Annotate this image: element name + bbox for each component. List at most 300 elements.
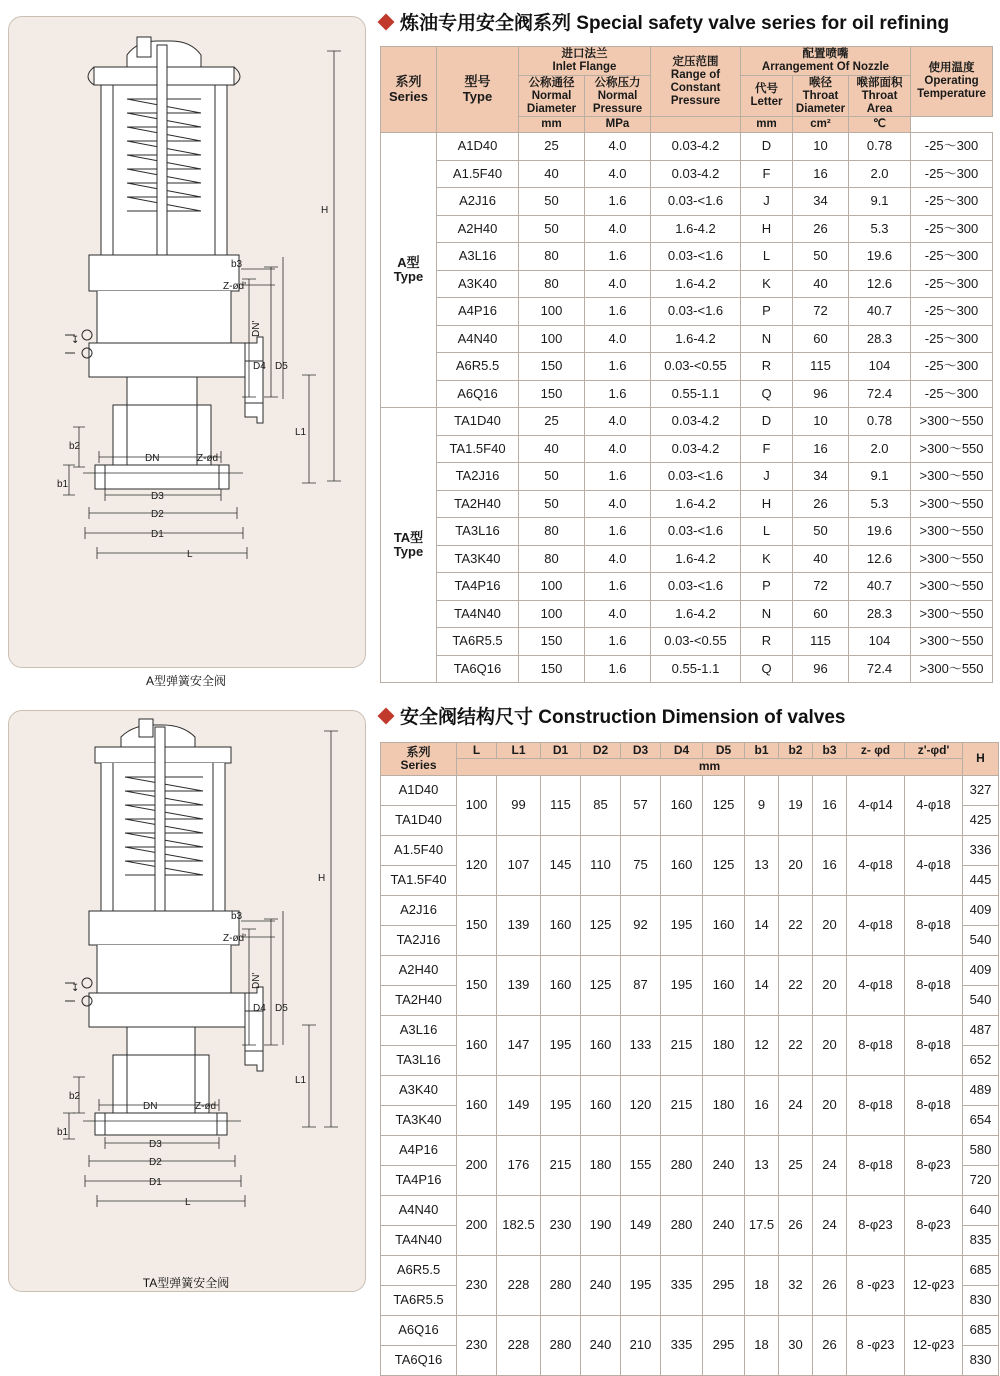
dim-label-L: L xyxy=(185,1197,191,1208)
cell-range: 1.6-4.2 xyxy=(651,545,741,573)
cell-H-a: 409 xyxy=(963,955,999,985)
cell-np: 1.6 xyxy=(585,655,651,683)
cell-zd2: 12-φ23 xyxy=(905,1255,963,1315)
th-inlet-flange: 进口法兰 Inlet Flange xyxy=(519,47,651,76)
cell-nd: 80 xyxy=(519,518,585,546)
diamond-bullet-icon xyxy=(378,707,395,724)
cell-series-ta: TA6R5.5 xyxy=(381,1285,457,1315)
dim-label-D3: D3 xyxy=(151,491,164,502)
cell-D2: 240 xyxy=(581,1255,621,1315)
cell-range: 0.03-4.2 xyxy=(651,435,741,463)
cell-D3: 120 xyxy=(621,1075,661,1135)
cell-nd: 25 xyxy=(519,133,585,161)
cell-D2: 160 xyxy=(581,1075,621,1135)
table-row xyxy=(381,463,993,491)
safety-valve-series-table xyxy=(380,46,993,683)
cell-nd: 50 xyxy=(519,463,585,491)
cell-b1: 13 xyxy=(745,1135,779,1195)
table-row xyxy=(381,435,993,463)
cell-nd: 150 xyxy=(519,380,585,408)
cell-b2: 25 xyxy=(779,1135,813,1195)
cell-np: 1.6 xyxy=(585,518,651,546)
cell-range: 0.03-<1.6 xyxy=(651,573,741,601)
cell-range: 0.03-<0.55 xyxy=(651,628,741,656)
cell-np: 4.0 xyxy=(585,408,651,436)
th-unit-mm2: mm xyxy=(741,117,793,133)
cell-D4: 215 xyxy=(661,1075,703,1135)
cell-D1: 230 xyxy=(541,1195,581,1255)
dim-label-L1: L1 xyxy=(295,427,307,438)
cell-b1: 14 xyxy=(745,895,779,955)
cell-letter: H xyxy=(741,215,793,243)
cell-temp: -25～300 xyxy=(911,270,993,298)
cell-H-a: 640 xyxy=(963,1195,999,1225)
cell-range: 0.03-<1.6 xyxy=(651,518,741,546)
table-row xyxy=(381,1075,999,1105)
table-row xyxy=(381,133,993,161)
cell-range: 1.6-4.2 xyxy=(651,490,741,518)
cell-b2: 32 xyxy=(779,1255,813,1315)
cell-letter: N xyxy=(741,600,793,628)
cell-throat-a: 12.6 xyxy=(849,270,911,298)
cell-letter: P xyxy=(741,298,793,326)
cell-temp: -25～300 xyxy=(911,215,993,243)
cell-temp: -25～300 xyxy=(911,380,993,408)
dim-label-Zd2: Z-ød' xyxy=(223,281,247,292)
cell-throat-a: 28.3 xyxy=(849,325,911,353)
th-type: 型号 Type xyxy=(437,47,519,133)
cell-throat-d: 34 xyxy=(793,463,849,491)
cell-D4: 335 xyxy=(661,1315,703,1375)
dim-label-D2: D2 xyxy=(151,509,164,520)
table-row xyxy=(381,573,993,601)
cell-throat-d: 16 xyxy=(793,160,849,188)
cell-b2: 22 xyxy=(779,1015,813,1075)
cell-throat-d: 40 xyxy=(793,270,849,298)
cell-b2: 30 xyxy=(779,1315,813,1375)
cell-throat-d: 34 xyxy=(793,188,849,216)
th-H: H xyxy=(963,743,999,776)
cell-zd2: 8-φ18 xyxy=(905,1015,963,1075)
cell-throat-d: 60 xyxy=(793,600,849,628)
cell-b3: 26 xyxy=(813,1315,847,1375)
cell-temp: -25～300 xyxy=(911,160,993,188)
cell-throat-a: 104 xyxy=(849,353,911,381)
cell-zd: 4-φ18 xyxy=(847,955,905,1015)
cell-b3: 24 xyxy=(813,1195,847,1255)
figure-panel-a-type xyxy=(8,16,366,668)
cell-L: 120 xyxy=(457,835,497,895)
cell-L: 200 xyxy=(457,1135,497,1195)
cell-D3: 75 xyxy=(621,835,661,895)
cell-np: 1.6 xyxy=(585,380,651,408)
cell-type: TA1D40 xyxy=(437,408,519,436)
cell-zd: 8-φ18 xyxy=(847,1135,905,1195)
cell-temp: -25～300 xyxy=(911,243,993,271)
dim-label-D4: D4 xyxy=(253,1003,266,1014)
construction-dimension-table xyxy=(380,742,999,1376)
cell-L: 200 xyxy=(457,1195,497,1255)
cell-D3: 210 xyxy=(621,1315,661,1375)
cell-D2: 125 xyxy=(581,895,621,955)
table-row xyxy=(381,188,993,216)
cell-zd: 4-φ18 xyxy=(847,835,905,895)
cell-np: 1.6 xyxy=(585,463,651,491)
cell-range: 0.03-<1.6 xyxy=(651,243,741,271)
cell-zd2: 4-φ18 xyxy=(905,835,963,895)
table-row xyxy=(381,1015,999,1045)
section-title-1: 炼油专用安全阀系列 Special safety valve series for oil refining xyxy=(400,13,950,34)
cell-H-a: 487 xyxy=(963,1015,999,1045)
cell-np: 4.0 xyxy=(585,270,651,298)
cell-nd: 80 xyxy=(519,243,585,271)
cell-zd: 8-φ18 xyxy=(847,1075,905,1135)
cell-temp: >300～550 xyxy=(911,408,993,436)
cell-temp: -25～300 xyxy=(911,133,993,161)
cell-letter: D xyxy=(741,133,793,161)
cell-throat-a: 19.6 xyxy=(849,518,911,546)
cell-nd: 150 xyxy=(519,353,585,381)
cell-D2: 85 xyxy=(581,775,621,835)
cell-series-ta: TA4P16 xyxy=(381,1165,457,1195)
cell-letter: D xyxy=(741,408,793,436)
cell-L: 160 xyxy=(457,1015,497,1075)
cell-L: 160 xyxy=(457,1075,497,1135)
cell-H-ta: 652 xyxy=(963,1045,999,1075)
cell-range: 1.6-4.2 xyxy=(651,215,741,243)
cell-temp: >300～550 xyxy=(911,518,993,546)
dim-label-D4: D4 xyxy=(253,361,266,372)
cell-L: 150 xyxy=(457,895,497,955)
dim-label-b3: b3 xyxy=(231,259,243,270)
cell-letter: F xyxy=(741,435,793,463)
th-L1: L1 xyxy=(497,743,541,759)
cell-series-a: A2H40 xyxy=(381,955,457,985)
cell-type: TA6R5.5 xyxy=(437,628,519,656)
cell-throat-d: 10 xyxy=(793,408,849,436)
cell-temp: -25～300 xyxy=(911,188,993,216)
cell-b2: 19 xyxy=(779,775,813,835)
cell-temp: >300～550 xyxy=(911,628,993,656)
cell-D5: 180 xyxy=(703,1015,745,1075)
cell-type: TA2J16 xyxy=(437,463,519,491)
cell-D5: 295 xyxy=(703,1315,745,1375)
cell-series-a: A3L16 xyxy=(381,1015,457,1045)
cell-L1: 228 xyxy=(497,1255,541,1315)
cell-throat-a: 2.0 xyxy=(849,160,911,188)
cell-H-ta: 425 xyxy=(963,805,999,835)
cell-letter: L xyxy=(741,518,793,546)
cell-D2: 180 xyxy=(581,1135,621,1195)
series-group-a: A型 Type xyxy=(381,133,437,408)
cell-nd: 50 xyxy=(519,490,585,518)
cell-letter: J xyxy=(741,188,793,216)
cell-D3: 149 xyxy=(621,1195,661,1255)
cell-D2: 125 xyxy=(581,955,621,1015)
th-unit-mpa: MPa xyxy=(585,117,651,133)
dim-label-b2: b2 xyxy=(69,1091,81,1102)
cell-D5: 180 xyxy=(703,1075,745,1135)
cell-type: TA1.5F40 xyxy=(437,435,519,463)
series-group-ta: TA型 Type xyxy=(381,408,437,683)
cell-np: 4.0 xyxy=(585,435,651,463)
cell-zd2: 8-φ18 xyxy=(905,895,963,955)
table-row xyxy=(381,243,993,271)
cell-D5: 240 xyxy=(703,1195,745,1255)
cell-D1: 115 xyxy=(541,775,581,835)
cell-b3: 16 xyxy=(813,835,847,895)
dim-label-D1: D1 xyxy=(149,1177,162,1188)
cell-throat-d: 72 xyxy=(793,573,849,601)
cell-nd: 50 xyxy=(519,188,585,216)
th-L: L xyxy=(457,743,497,759)
cell-range: 0.03-<1.6 xyxy=(651,463,741,491)
cell-range: 0.03-4.2 xyxy=(651,408,741,436)
cell-throat-d: 96 xyxy=(793,655,849,683)
cell-temp: >300～550 xyxy=(911,573,993,601)
cell-throat-d: 16 xyxy=(793,435,849,463)
table-row xyxy=(381,1255,999,1285)
cell-D4: 280 xyxy=(661,1135,703,1195)
th-b1: b1 xyxy=(745,743,779,759)
cell-D5: 160 xyxy=(703,955,745,1015)
cell-nd: 50 xyxy=(519,215,585,243)
cell-throat-d: 26 xyxy=(793,215,849,243)
cell-throat-a: 9.1 xyxy=(849,188,911,216)
cell-letter: P xyxy=(741,573,793,601)
cell-type: TA4N40 xyxy=(437,600,519,628)
dim-label-D5: D5 xyxy=(275,1003,288,1014)
cell-np: 1.6 xyxy=(585,628,651,656)
th-throat-diameter: 喉径 Throat Diameter xyxy=(793,75,849,117)
cell-series-ta: TA2H40 xyxy=(381,985,457,1015)
cell-H-ta: 720 xyxy=(963,1165,999,1195)
cell-D1: 280 xyxy=(541,1315,581,1375)
th-unit-mm: mm xyxy=(519,117,585,133)
cell-H-a: 336 xyxy=(963,835,999,865)
table-row xyxy=(381,1195,999,1225)
cell-temp: >300～550 xyxy=(911,600,993,628)
cell-D3: 195 xyxy=(621,1255,661,1315)
cell-b2: 20 xyxy=(779,835,813,895)
dim-label-Zd: Z-ød xyxy=(195,1101,217,1112)
dim-label-D2: D2 xyxy=(149,1157,162,1168)
cell-b1: 12 xyxy=(745,1015,779,1075)
cell-letter: R xyxy=(741,353,793,381)
cell-letter: K xyxy=(741,545,793,573)
cell-D2: 110 xyxy=(581,835,621,895)
cell-nd: 150 xyxy=(519,655,585,683)
table-row xyxy=(381,1135,999,1165)
cell-throat-d: 50 xyxy=(793,243,849,271)
th-zd2: z'-φd' xyxy=(905,743,963,759)
section-heading-1 xyxy=(380,8,949,35)
cell-temp: -25～300 xyxy=(911,353,993,381)
cell-type: A3L16 xyxy=(437,243,519,271)
cell-zd2: 12-φ23 xyxy=(905,1315,963,1375)
cell-zd: 8 -φ23 xyxy=(847,1255,905,1315)
cell-series-a: A3K40 xyxy=(381,1075,457,1105)
cell-nd: 80 xyxy=(519,270,585,298)
cell-b3: 20 xyxy=(813,895,847,955)
cell-D1: 160 xyxy=(541,895,581,955)
cell-L1: 139 xyxy=(497,895,541,955)
cell-D5: 240 xyxy=(703,1135,745,1195)
cell-throat-a: 72.4 xyxy=(849,380,911,408)
cell-D1: 280 xyxy=(541,1255,581,1315)
valve-drawing-a-type xyxy=(9,17,365,667)
cell-b1: 13 xyxy=(745,835,779,895)
cell-L1: 107 xyxy=(497,835,541,895)
cell-D4: 160 xyxy=(661,835,703,895)
cell-nd: 100 xyxy=(519,573,585,601)
dim-label-arrow: ↧ xyxy=(71,983,80,994)
cell-range: 0.03-<1.6 xyxy=(651,188,741,216)
cell-series-ta: TA3K40 xyxy=(381,1105,457,1135)
cell-range: 0.03-4.2 xyxy=(651,133,741,161)
th-unit-celsius: ℃ xyxy=(849,117,911,133)
cell-D3: 133 xyxy=(621,1015,661,1075)
cell-zd: 8-φ23 xyxy=(847,1195,905,1255)
cell-series-a: A1D40 xyxy=(381,775,457,805)
cell-H-a: 409 xyxy=(963,895,999,925)
cell-range: 0.55-1.1 xyxy=(651,380,741,408)
cell-b1: 14 xyxy=(745,955,779,1015)
cell-D3: 92 xyxy=(621,895,661,955)
cell-np: 1.6 xyxy=(585,188,651,216)
table-row xyxy=(381,775,999,805)
cell-temp: >300～550 xyxy=(911,655,993,683)
th-b3: b3 xyxy=(813,743,847,759)
table-row xyxy=(381,655,993,683)
th-nozzle: 配置喷嘴 Arrangement Of Nozzle xyxy=(741,47,911,76)
cell-L1: 149 xyxy=(497,1075,541,1135)
cell-L: 230 xyxy=(457,1255,497,1315)
cell-type: A2J16 xyxy=(437,188,519,216)
cell-np: 1.6 xyxy=(585,298,651,326)
cell-throat-a: 19.6 xyxy=(849,243,911,271)
cell-letter: F xyxy=(741,160,793,188)
cell-b3: 26 xyxy=(813,1255,847,1315)
cell-letter: Q xyxy=(741,655,793,683)
cell-nd: 40 xyxy=(519,435,585,463)
cell-zd2: 4-φ18 xyxy=(905,775,963,835)
cell-nd: 25 xyxy=(519,408,585,436)
cell-H-ta: 830 xyxy=(963,1345,999,1375)
section-heading-2 xyxy=(380,702,846,729)
table-row xyxy=(381,298,993,326)
cell-series-ta: TA6Q16 xyxy=(381,1345,457,1375)
cell-type: TA3K40 xyxy=(437,545,519,573)
th-D4: D4 xyxy=(661,743,703,759)
cell-series-ta: TA1D40 xyxy=(381,805,457,835)
cell-H-ta: 835 xyxy=(963,1225,999,1255)
dim-label-DNp: DN' xyxy=(251,320,262,337)
cell-b2: 22 xyxy=(779,955,813,1015)
dim-label-D3: D3 xyxy=(149,1139,162,1150)
cell-type: A3K40 xyxy=(437,270,519,298)
cell-H-ta: 445 xyxy=(963,865,999,895)
cell-np: 4.0 xyxy=(585,215,651,243)
cell-type: TA3L16 xyxy=(437,518,519,546)
cell-letter: N xyxy=(741,325,793,353)
cell-zd: 4-φ14 xyxy=(847,775,905,835)
cell-b1: 18 xyxy=(745,1255,779,1315)
cell-D4: 215 xyxy=(661,1015,703,1075)
cell-letter: Q xyxy=(741,380,793,408)
th-unit-blank xyxy=(651,117,741,133)
th-pressure-range: 定压范围 Range of Constant Pressure xyxy=(651,47,741,117)
cell-temp: -25～300 xyxy=(911,325,993,353)
cell-H-a: 327 xyxy=(963,775,999,805)
dim-label-D5: D5 xyxy=(275,361,288,372)
th-temperature: 使用温度 Operating Temperature xyxy=(911,47,993,117)
cell-temp: >300～550 xyxy=(911,463,993,491)
cell-throat-d: 96 xyxy=(793,380,849,408)
cell-D2: 240 xyxy=(581,1315,621,1375)
cell-L: 230 xyxy=(457,1315,497,1375)
cell-np: 4.0 xyxy=(585,545,651,573)
cell-L: 100 xyxy=(457,775,497,835)
table-row xyxy=(381,490,993,518)
cell-D4: 160 xyxy=(661,775,703,835)
th-unit-cm2: cm² xyxy=(793,117,849,133)
cell-np: 1.6 xyxy=(585,243,651,271)
table-row xyxy=(381,955,999,985)
cell-throat-d: 10 xyxy=(793,133,849,161)
cell-np: 4.0 xyxy=(585,325,651,353)
cell-series-a: A4P16 xyxy=(381,1135,457,1165)
cell-L1: 228 xyxy=(497,1315,541,1375)
cell-b2: 24 xyxy=(779,1075,813,1135)
cell-H-ta: 540 xyxy=(963,925,999,955)
cell-b2: 26 xyxy=(779,1195,813,1255)
cell-zd2: 8-φ23 xyxy=(905,1195,963,1255)
cell-H-a: 489 xyxy=(963,1075,999,1105)
cell-zd: 8 -φ23 xyxy=(847,1315,905,1375)
cell-series-a: A4N40 xyxy=(381,1195,457,1225)
cell-D4: 195 xyxy=(661,955,703,1015)
cell-b3: 20 xyxy=(813,1075,847,1135)
th-D2: D2 xyxy=(581,743,621,759)
cell-D3: 57 xyxy=(621,775,661,835)
cell-throat-a: 104 xyxy=(849,628,911,656)
cell-H-a: 685 xyxy=(963,1255,999,1285)
cell-throat-a: 9.1 xyxy=(849,463,911,491)
cell-series-ta: TA2J16 xyxy=(381,925,457,955)
table-row xyxy=(381,215,993,243)
cell-zd2: 8-φ23 xyxy=(905,1135,963,1195)
figure-caption-ta-type: TA型弹簧安全阀 xyxy=(142,1276,230,1290)
dim-label-H: H xyxy=(318,873,326,884)
table-row xyxy=(381,545,993,573)
dim-label-Zd: Z-ød xyxy=(197,453,219,464)
th-series: 系列 Series xyxy=(381,743,457,776)
cell-throat-d: 115 xyxy=(793,628,849,656)
cell-D1: 195 xyxy=(541,1015,581,1075)
cell-np: 1.6 xyxy=(585,573,651,601)
dim-label-arrow: ↧ xyxy=(71,335,80,346)
cell-nd: 100 xyxy=(519,298,585,326)
dim-label-b3: b3 xyxy=(231,911,243,922)
cell-range: 1.6-4.2 xyxy=(651,325,741,353)
cell-throat-a: 2.0 xyxy=(849,435,911,463)
figure-panel-ta-type xyxy=(8,710,366,1292)
cell-L1: 176 xyxy=(497,1135,541,1195)
th-D5: D5 xyxy=(703,743,745,759)
cell-range: 0.03-4.2 xyxy=(651,160,741,188)
cell-D2: 190 xyxy=(581,1195,621,1255)
